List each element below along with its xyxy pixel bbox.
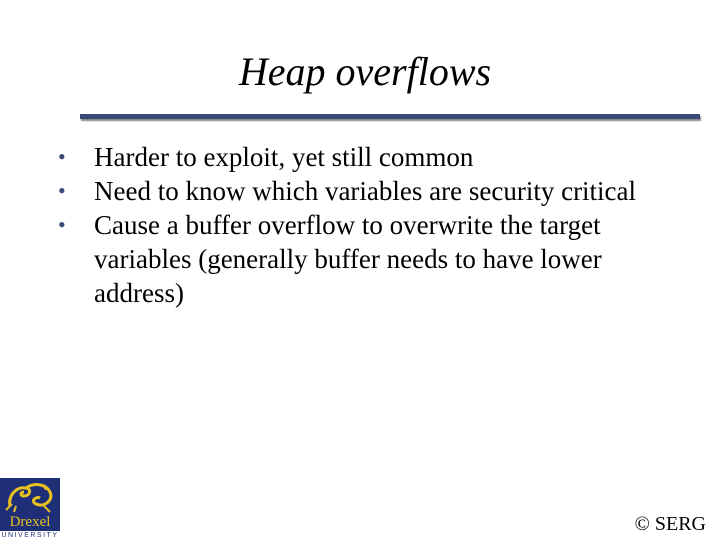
logo-name: Drexel — [9, 514, 51, 530]
bullet-text: Harder to exploit, yet still common — [94, 142, 474, 172]
copyright-footer: © SERG — [634, 513, 706, 535]
logo-subtitle: UNIVERSITY — [1, 532, 59, 539]
title-divider — [80, 114, 700, 119]
bullet-item — [54, 140, 694, 174]
bullet-text: Need to know which variables are security critical — [94, 176, 637, 206]
slide-title: Heap overflows — [238, 49, 492, 94]
bullet-list — [54, 140, 694, 310]
bullet-dot-icon: • — [58, 144, 66, 169]
bullet-dot-icon: • — [58, 212, 66, 237]
dragon-icon — [0, 478, 60, 514]
bullet-dot-icon: • — [58, 178, 66, 203]
bullet-item — [54, 174, 694, 208]
bullet-item — [54, 208, 694, 310]
bullet-text: Cause a buffer overflow to overwrite the target variables (generally buffer needs to have lower address) — [94, 210, 602, 308]
drexel-logo — [0, 478, 60, 540]
